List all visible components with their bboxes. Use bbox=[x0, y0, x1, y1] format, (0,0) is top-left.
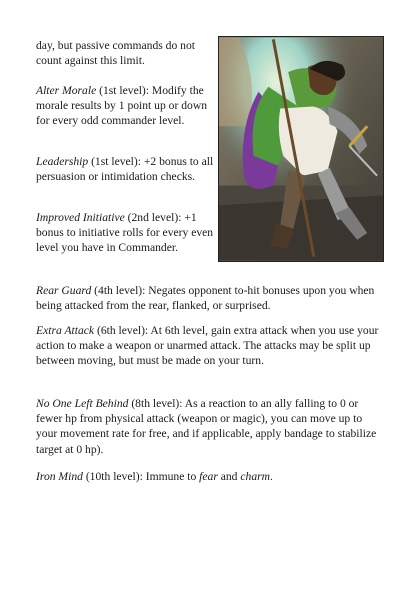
commander-illustration bbox=[218, 36, 384, 262]
condition-fear: fear bbox=[199, 470, 218, 483]
entry-level: (8th level): bbox=[128, 397, 185, 410]
entry-alter-morale bbox=[36, 83, 216, 129]
entry-name: Alter Morale bbox=[36, 84, 97, 97]
entry-period: . bbox=[270, 470, 273, 483]
entry-connector: and bbox=[217, 470, 241, 483]
entry-leadership bbox=[36, 154, 216, 184]
entry-body: Immune to bbox=[145, 470, 200, 483]
entry-name: Leadership bbox=[36, 155, 89, 168]
entry-iron-mind bbox=[36, 469, 386, 484]
entry-no-one-left-behind bbox=[36, 396, 386, 457]
intro-paragraph: day, but passive commands do not count against this limit. bbox=[36, 39, 195, 68]
entry-extra-attack bbox=[36, 323, 386, 369]
entry-body: Modify the morale results by 1 point up or down for every odd commander level. bbox=[36, 84, 207, 128]
entry-body: At 6th level, gain extra attack when you use your action to make a weapon or unarmed attack. The attacks may be split up between moving, but must be made on your turn. bbox=[36, 324, 379, 368]
entry-level: (1st level): bbox=[88, 155, 144, 168]
entry-level: (1st level): bbox=[96, 84, 152, 97]
entry-body: +2 bonus to all persuasion or intimidation checks. bbox=[36, 155, 214, 184]
warrior-figure-image bbox=[219, 37, 383, 261]
entry-name: Iron Mind bbox=[36, 470, 83, 483]
condition-charm: charm bbox=[240, 470, 271, 483]
entry-name: Improved Initiative bbox=[36, 211, 125, 224]
entry-body: Negates opponent to-hit bonuses upon you when being attacked from the rear, flanked, or surprised. bbox=[36, 284, 375, 313]
entry-level: (10th level): bbox=[82, 470, 146, 483]
entry-body: As a reaction to an ally falling to 0 or fewer hp from physical attack (weapon or magic), you can move up to your movement rate for free, and if applicable, apply bandage to stabilize target at 0 hp). bbox=[36, 397, 377, 456]
entry-name: Extra Attack bbox=[36, 324, 95, 337]
entry-level: (4th level): bbox=[91, 284, 149, 297]
entry-name: Rear Guard bbox=[36, 284, 92, 297]
entry-rear-guard bbox=[36, 283, 386, 313]
entry-level: (6th level): bbox=[94, 324, 151, 337]
entry-level: (2nd level): bbox=[124, 211, 185, 224]
entry-name: No One Left Behind bbox=[36, 397, 129, 410]
entry-improved-initiative bbox=[36, 210, 216, 256]
entry-body: +1 bonus to initiative rolls for every even level you have in Commander. bbox=[36, 211, 214, 255]
